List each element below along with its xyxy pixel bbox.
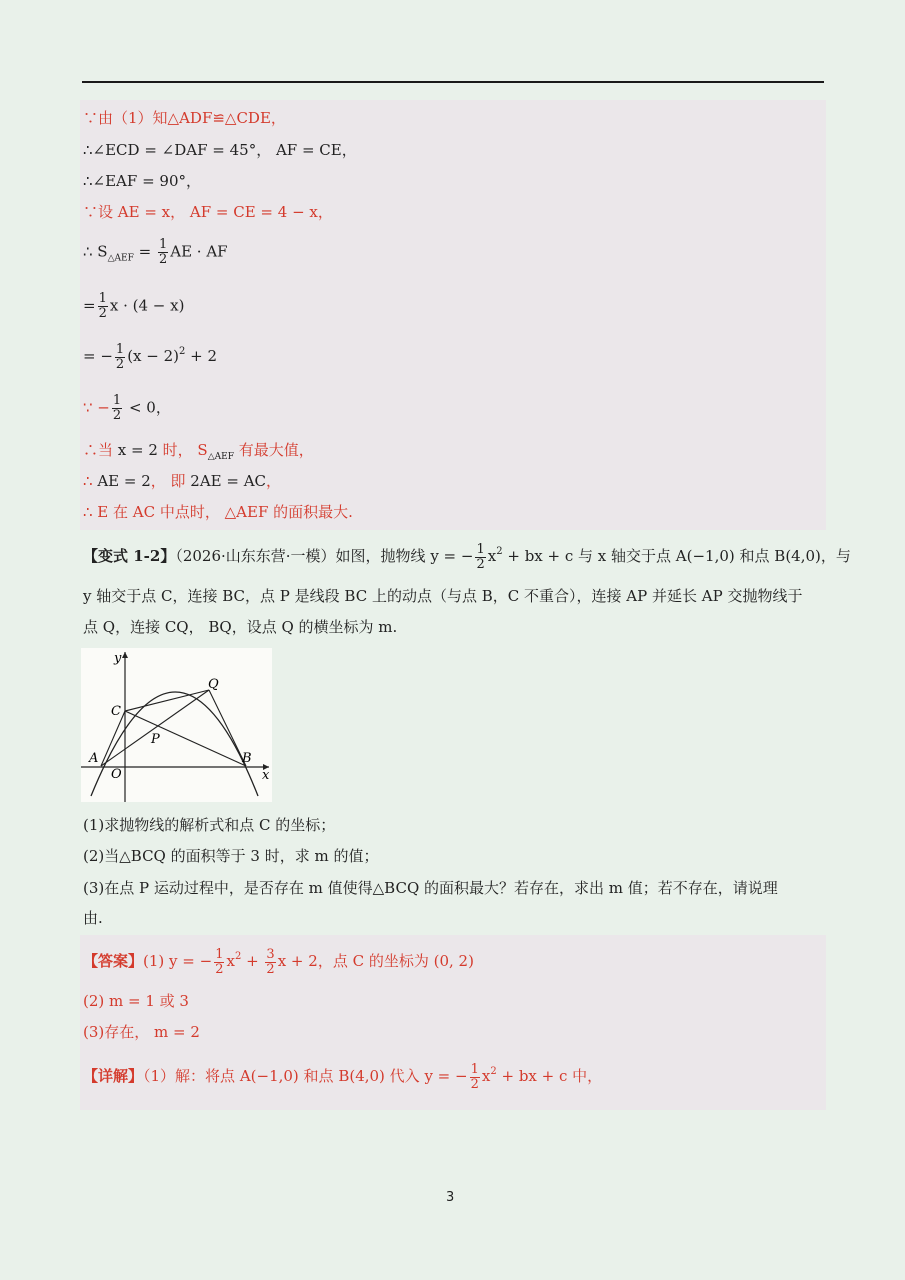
detail-tag: 【详解】	[83, 1067, 144, 1085]
solution-line-3: ∴∠EAF = 90°，	[83, 172, 201, 190]
fraction: $\frac{1}{2}$	[470, 1061, 479, 1092]
label-O: O	[111, 767, 122, 782]
parabola-diagram	[81, 648, 272, 802]
answer-line-3: (3)存在， m = 2	[83, 1023, 200, 1041]
problem-line-3: 点 Q，连接 CQ， BQ，设点 Q 的横坐标为 m.	[83, 618, 398, 636]
solution-line-9: ∴当 x = 2 时， $S_{\triangle AEF}$ 有最大值，	[83, 441, 314, 462]
label-y: y	[114, 651, 122, 666]
detail-line-1: 【详解】（1）解：将点 A(−1,0) 和点 B(4,0) 代入 y = − $\frac{1}{2}$ $x^2$ + bx + c 中，	[83, 1061, 603, 1092]
problem-line-1: 【变式 1-2】（2026·山东东营·一模）如图，抛物线 y = − $\frac{1}{2}$ $x^2$ + bx + c 与 x 轴交于点 A(−1,0) 和点 B(4,0)，与	[83, 541, 851, 572]
fraction: $\frac{1}{2}$	[112, 393, 122, 423]
solution-line-6: = $\frac{1}{2}$ x · (4 − x)	[83, 291, 185, 321]
label-C: C	[111, 704, 121, 719]
label-B: B	[242, 751, 252, 766]
fraction: $\frac{1}{2}$	[158, 237, 168, 267]
label-Q: Q	[208, 677, 219, 692]
line-CB	[125, 711, 246, 766]
problem-tag: 【变式 1-2】	[83, 547, 176, 565]
question-1: (1)求抛物线的解析式和点 C 的坐标；	[83, 816, 336, 834]
solution-line-1: ∵由（1）知△ADF≌△CDE，	[83, 109, 286, 127]
label-A: A	[89, 751, 99, 766]
answer-tag: 【答案】	[83, 952, 144, 970]
fraction: $\frac{1}{2}$	[115, 341, 125, 372]
solution-line-5: ∴ $S_{\triangle AEF}$ = $\frac{1}{2}$ AE · AF	[83, 237, 228, 267]
solution-line-11: ∴ E 在 AC 中点时， △AEF 的面积最大.	[83, 503, 353, 521]
answer-line-1: 【答案】(1) y = − $\frac{1}{2}$ $x^2$ + $\frac{3}{2}$ x + 2，点 C 的坐标为 (0, 2)	[83, 946, 474, 977]
solution-line-10: ∴ AE = 2， 即 2AE = AC，	[83, 472, 282, 490]
y-axis-arrow	[122, 652, 128, 658]
solution-line-4: ∵设 AE = x， AF = CE = 4 − x，	[83, 203, 333, 221]
parabola-figure	[81, 648, 272, 802]
fraction: $\frac{3}{2}$	[266, 946, 275, 977]
header-rule	[82, 81, 824, 83]
line-QB	[209, 690, 246, 766]
fraction: $\frac{1}{2}$	[476, 541, 485, 572]
fraction: $\frac{1}{2}$	[215, 946, 224, 977]
fraction: $\frac{1}{2}$	[98, 291, 107, 321]
question-3: (3)在点 P 运动过程中，是否存在 m 值使得△BCQ 的面积最大？若存在，求出 m 值；若不存在，请说理	[83, 879, 778, 897]
problem-line-2: y 轴交于点 C，连接 BC，点 P 是线段 BC 上的动点（与点 B，C 不重合），连接 AP 并延长 AP 交抛物线于	[83, 587, 803, 605]
page-number: 3	[446, 1190, 455, 1205]
question-2: (2)当△BCQ 的面积等于 3 时，求 m 的值；	[83, 847, 379, 865]
solution-line-7: = − $\frac{1}{2}$ $(x - 2)^2 + 2$	[83, 341, 218, 372]
question-3-cont: 由.	[83, 909, 103, 927]
solution-line-8: ∵ − $\frac{1}{2}$ < 0，	[83, 393, 171, 423]
label-x: x	[262, 768, 270, 783]
label-P: P	[151, 732, 160, 747]
answer-line-2: (2) m = 1 或 3	[83, 992, 189, 1010]
solution-line-2: ∴∠ECD = ∠DAF = 45°， AF = CE，	[83, 141, 357, 159]
